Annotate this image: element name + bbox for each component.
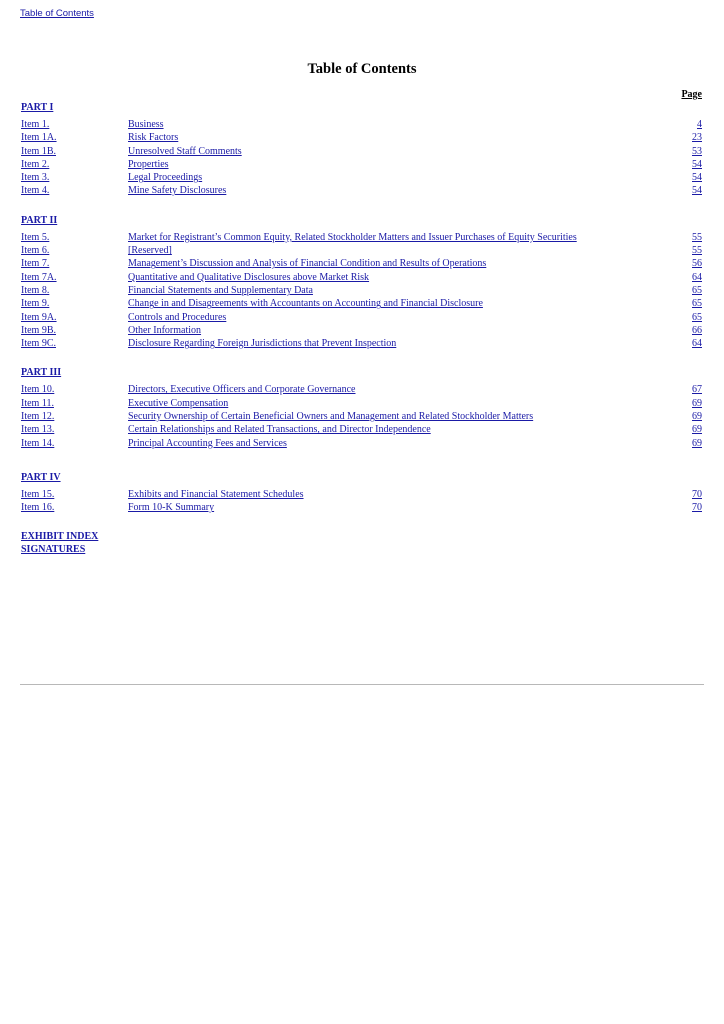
toc-row	[21, 145, 702, 158]
item-page-link[interactable]: 70	[692, 502, 702, 514]
item-title-link[interactable]: Exhibits and Financial Statement Schedules	[128, 488, 304, 500]
item-title-link[interactable]: Disclosure Regarding Foreign Jurisdictions that Prevent Inspection	[128, 338, 397, 350]
toc-row	[21, 184, 702, 197]
item-page-link[interactable]: 54	[692, 158, 702, 170]
toc-row	[21, 337, 702, 350]
item-number-link[interactable]: Item 1.	[21, 119, 50, 130]
item-page-link[interactable]: 65	[692, 311, 702, 323]
item-number-link[interactable]: Item 11.	[21, 397, 54, 409]
item-title-link[interactable]: Other Information	[128, 324, 202, 336]
item-number-link[interactable]: Item 15.	[21, 488, 55, 500]
toc-row	[21, 297, 702, 310]
toc-row	[21, 231, 702, 244]
item-page-link[interactable]: 69	[692, 397, 702, 409]
item-number-link[interactable]: Item 16.	[21, 502, 55, 514]
toc-row	[21, 158, 702, 171]
item-page-link[interactable]: 69	[692, 411, 702, 423]
item-page-link[interactable]: 55	[692, 245, 702, 257]
item-page-link[interactable]: 64	[692, 271, 702, 283]
item-title-link[interactable]: Security Ownership of Certain Beneficial Owners and Management and Related Stockholder Matters	[128, 411, 534, 423]
item-page-link[interactable]: 65	[692, 298, 702, 310]
item-number-link[interactable]: Item 9A.	[21, 311, 57, 323]
part-heading-4[interactable]: PART IV	[21, 471, 61, 483]
item-page-link[interactable]: 64	[692, 338, 702, 350]
item-title-link[interactable]: Certain Relationships and Related Transactions, and Director Independence	[128, 424, 431, 436]
toc-row	[21, 397, 702, 410]
part-heading-3[interactable]: PART III	[21, 367, 62, 379]
item-page-link[interactable]: 4	[697, 119, 702, 130]
item-title-link[interactable]: Management’s Discussion and Analysis of Financial Condition and Results of Operations	[128, 258, 487, 270]
toc-row	[21, 311, 702, 324]
item-number-link[interactable]: Item 13.	[21, 424, 55, 436]
toc-row	[21, 437, 702, 450]
appendix-links	[21, 530, 702, 556]
item-title-link[interactable]: Form 10-K Summary	[128, 502, 215, 514]
toc-row	[21, 118, 702, 131]
item-page-link[interactable]: 54	[692, 172, 702, 184]
item-number-link[interactable]: Item 3.	[21, 172, 50, 184]
item-title-link[interactable]: Change in and Disagreements with Accountants on Accounting and Financial Disclosure	[128, 298, 483, 310]
item-number-link[interactable]: Item 9.	[21, 298, 50, 310]
item-number-link[interactable]: Item 2.	[21, 158, 50, 170]
item-title-link[interactable]: Properties	[128, 158, 169, 170]
part-heading-1[interactable]: PART I	[21, 102, 54, 113]
toc-row	[21, 271, 702, 284]
item-page-link[interactable]: 56	[692, 258, 702, 270]
item-page-link[interactable]: 70	[692, 488, 702, 500]
toc-row	[21, 324, 702, 337]
item-page-link[interactable]: 69	[692, 424, 702, 436]
item-page-link[interactable]: 65	[692, 284, 702, 296]
item-title-link[interactable]: Controls and Procedures	[128, 311, 227, 323]
item-page-link[interactable]: 66	[692, 324, 702, 336]
item-number-link[interactable]: Item 9B.	[21, 324, 56, 336]
toc-row	[21, 257, 702, 270]
item-page-link[interactable]: 23	[692, 132, 702, 144]
item-title-link[interactable]: Legal Proceedings	[128, 172, 203, 184]
item-page-link[interactable]: 67	[692, 384, 702, 396]
item-title-link[interactable]: Directors, Executive Officers and Corporate Governance	[128, 384, 356, 396]
toc-row	[21, 501, 702, 514]
item-number-link[interactable]: Item 1B.	[21, 145, 56, 157]
item-number-link[interactable]: Item 9C.	[21, 338, 56, 350]
item-number-link[interactable]: Item 1A.	[21, 132, 57, 144]
part-heading-2[interactable]: PART II	[21, 214, 58, 226]
item-title-link[interactable]: Risk Factors	[128, 132, 179, 144]
exhibit-index-link[interactable]: EXHIBIT INDEX	[21, 530, 99, 542]
item-number-link[interactable]: Item 6.	[21, 245, 50, 257]
item-number-link[interactable]: Item 10.	[21, 384, 55, 396]
toc-row	[21, 410, 702, 423]
item-title-link[interactable]: [Reserved]	[128, 245, 172, 257]
item-title-link[interactable]: Market for Registrant’s Common Equity, Related Stockholder Matters and Issuer Purchases of Equity Securities	[128, 231, 577, 243]
page-title: Table of Contents	[307, 61, 417, 77]
toc-row	[21, 131, 702, 144]
item-page-link[interactable]: 53	[692, 145, 702, 157]
item-title-link[interactable]: Quantitative and Qualitative Disclosures above Market Risk	[128, 271, 370, 283]
item-page-link[interactable]: 54	[692, 185, 702, 197]
table-of-contents	[21, 101, 702, 556]
item-page-link[interactable]: 69	[692, 437, 702, 449]
page-column-header: Page	[681, 89, 702, 100]
toc-row	[21, 171, 702, 184]
page-divider	[20, 684, 704, 685]
item-title-link[interactable]: Financial Statements and Supplementary Data	[128, 284, 313, 296]
item-number-link[interactable]: Item 8.	[21, 284, 50, 296]
toc-top-link[interactable]: Table of Contents	[20, 8, 94, 19]
toc-row	[21, 488, 702, 501]
signatures-link[interactable]: SIGNATURES	[21, 543, 86, 555]
item-number-link[interactable]: Item 4.	[21, 185, 50, 197]
item-page-link[interactable]: 55	[692, 231, 702, 243]
item-title-link[interactable]: Unresolved Staff Comments	[128, 145, 242, 157]
toc-row	[21, 244, 702, 257]
item-title-link[interactable]: Principal Accounting Fees and Services	[128, 437, 287, 449]
item-number-link[interactable]: Item 7A.	[21, 271, 57, 283]
item-number-link[interactable]: Item 5.	[21, 231, 50, 243]
toc-row	[21, 423, 702, 436]
item-number-link[interactable]: Item 14.	[21, 437, 55, 449]
item-number-link[interactable]: Item 12.	[21, 411, 55, 423]
item-number-link[interactable]: Item 7.	[21, 258, 50, 270]
item-title-link[interactable]: Executive Compensation	[128, 397, 229, 409]
toc-row	[21, 383, 702, 396]
item-title-link[interactable]: Mine Safety Disclosures	[128, 185, 227, 197]
toc-row	[21, 284, 702, 297]
item-title-link[interactable]: Business	[128, 119, 164, 130]
